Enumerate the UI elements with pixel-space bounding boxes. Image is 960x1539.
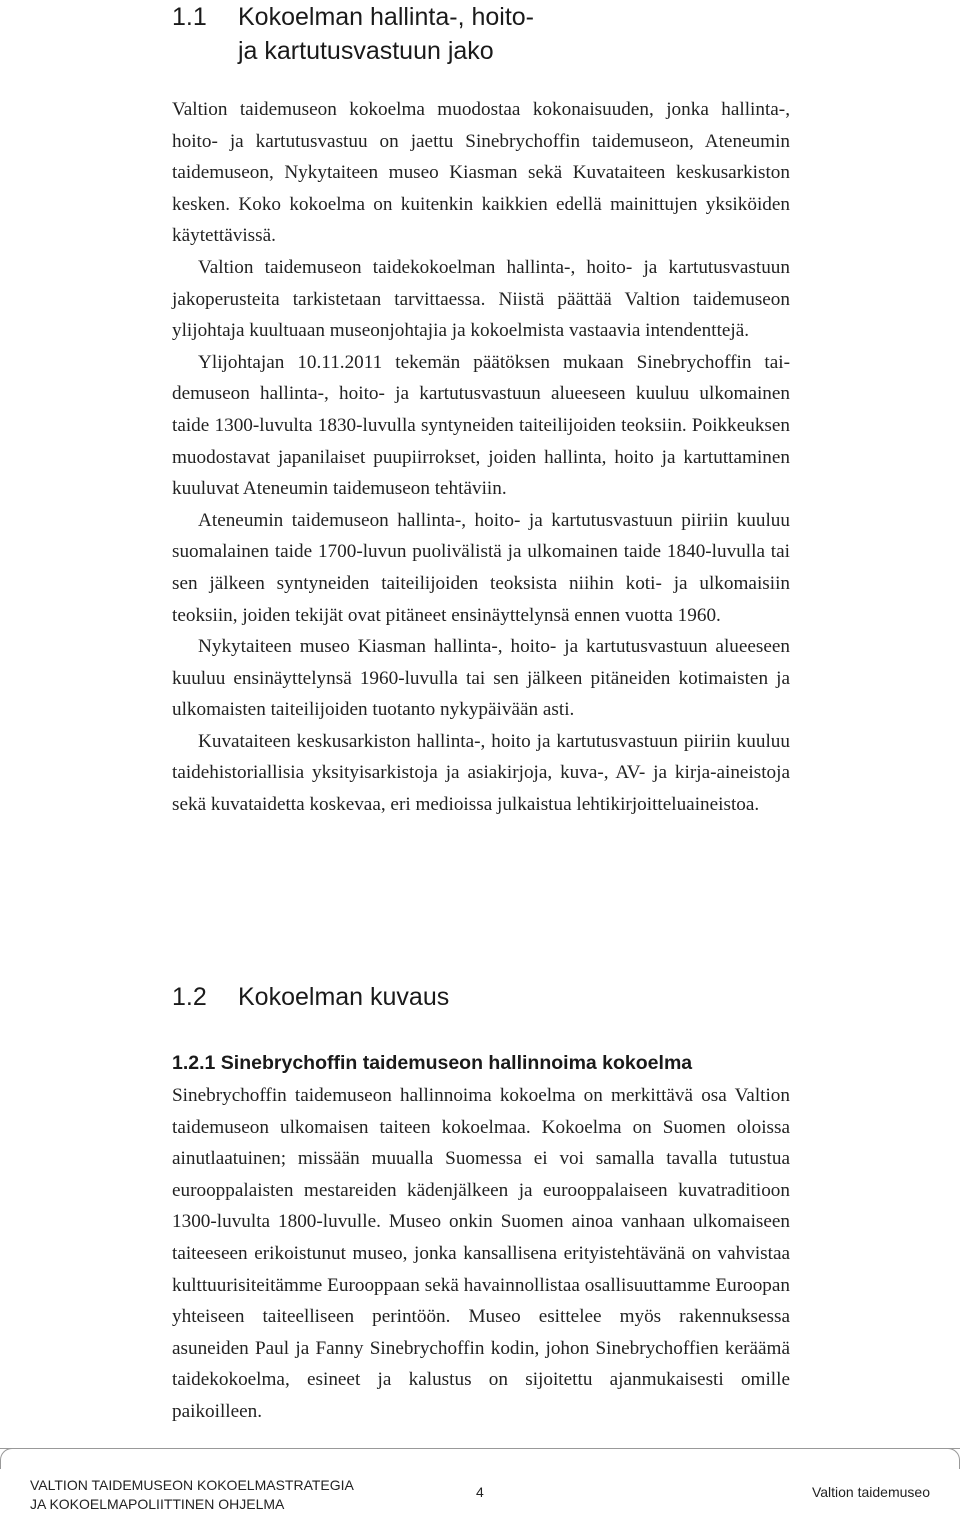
paragraph: Nykytaiteen museo Kiasman hallinta-, hoito- ja kartutusvastuun alueeseen kuuluu ensinäyttelynsä 1960-luvulla tai sen jälkeen pitäneiden kotimaisten ja ulkomaisten taiteilijoiden tuotanto nykypäivään asti. <box>172 636 790 721</box>
paragraph: Kuvataiteen keskusarkiston hallinta-, hoito ja kartutusvastuun piiriin kuuluu taidehistoriallisia yksityisarkistoja ja asiakirjoja, kuva-, AV- ja kirja-aineistoja sekä kuvataidetta koskevaa, eri medioissa julkaistua lehtikirjoitteluaineistoa. <box>172 730 790 816</box>
paragraph: Valtion taidemuseon taidekokoelman hallinta-, hoito- ja kartutusvastuun jakoperusteita tarkistetaan tarvittaessa. Niistä päättää Valtion taidemuseon ylijohtaja kuultuaan museonjohtajia ja kokoelmista vastaavia intendenttejä. <box>172 256 790 342</box>
footer-corner-left <box>0 1448 21 1469</box>
page-number: 4 <box>476 1484 484 1500</box>
footer-publication-title <box>30 1476 354 1514</box>
footer-title-line2: JA KOKOELMAPOLIITTINEN OHJELMA <box>30 1496 285 1512</box>
paragraph: Ateneumin taidemuseon hallinta-, hoito- ja kartutusvastuun piiriin kuuluu suomalainen taide 1700-luvun puolivälistä ja ulkomainen taide 1840-luvulla tai sen jälkeen syntyneiden taiteilijoiden teoksista niihin koti- ja ulkomaisiin teoksiin, joiden tekijät ovat pitäneet ensinäyttelynsä ennen vuotta 1960. <box>172 509 790 626</box>
footer-divider <box>0 1448 960 1449</box>
section-1-1-heading <box>172 0 534 68</box>
page-footer <box>0 1448 960 1539</box>
section-1-1-body <box>172 94 790 821</box>
footer-publisher: Valtion taidemuseo <box>811 1484 930 1500</box>
section-number: 1.2 <box>172 983 207 1011</box>
section-1-2-1-body <box>172 1080 790 1428</box>
paragraph: Valtion taidemuseon kokoelma muodostaa kokonaisuuden, jonka hallinta-, hoito- ja kartutusvastuu on jaettu Sinebrychoffin taidemuseon, Ateneumin taidemuseon, Nykytaiteen museo Kiasman sekä Kuvataiteen keskusarkiston kesken. Koko kokoelma on kuitenkin kaikkien edellä mainittujen yksiköiden käytettävissä. <box>172 99 790 247</box>
footer-corner-right <box>939 1448 960 1469</box>
section-number: 1.1 <box>172 3 207 31</box>
footer-title-line1: VALTION TAIDEMUSEON KOKOELMASTRATEGIA <box>30 1477 354 1493</box>
section-title-line2: ja kartutusvastuun jako <box>238 37 494 65</box>
section-title-line1: Kokoelman hallinta-, hoito- <box>238 3 534 31</box>
section-1-2-heading <box>172 980 449 1014</box>
paragraph: Ylijohtajan 10.11.2011 tekemän päätöksen mukaan Sinebrychoffin taidemuseon hallinta-, hoito- ja kartutusvastuun alueeseen kuuluu ulkomainen taide 1300-luvulta 1830-luvulla syntyneiden taiteilijoiden teoksiin. Poikkeuksen muodostavat japanilaiset puupiirrokset, joiden hallinta, hoito ja kartuttaminen kuuluvat Ateneumin taidemuseon tehtäviin. <box>172 351 790 500</box>
section-title: Kokoelman kuvaus <box>238 983 450 1011</box>
paragraph: Sinebrychoffin taidemuseon hallinnoima kokoelma on merkittävä osa Valtion taidemuseon ulkomaisen taiteen kokoelmaa. Kokoelma on Suomen oloissa ainutlaatuinen; missään muualla Suomessa ei voi samalla tavalla tutustua eurooppalaisten mestareiden kädenjälkeen ja eurooppalaiseen kuvatraditioon 1300-luvulta 1800-luvulle. Museo onkin Suomen ainoa vanhaan ulkomaiseen taiteeseen erikoistunut museo, jonka kansallisena erityistehtävänä on vahvistaa kulttuurisiteitämme Eurooppaan sekä havainnollistaa osallisuuttamme Euroopan yhteiseen taiteelliseen perintöön. Museo esittelee myös rakennuksessa asuneiden Paul ja Fanny Sinebrychoffin kodin, johon Sinebrychoffien keräämä taidekokoelma, esineet ja kalustus on sijoitettu ajanmukaisesti omille paikoilleen. <box>172 1085 790 1422</box>
section-1-2-1-heading: 1.2.1 Sinebrychoffin taidemuseon hallinnoima kokoelma <box>172 1052 693 1074</box>
